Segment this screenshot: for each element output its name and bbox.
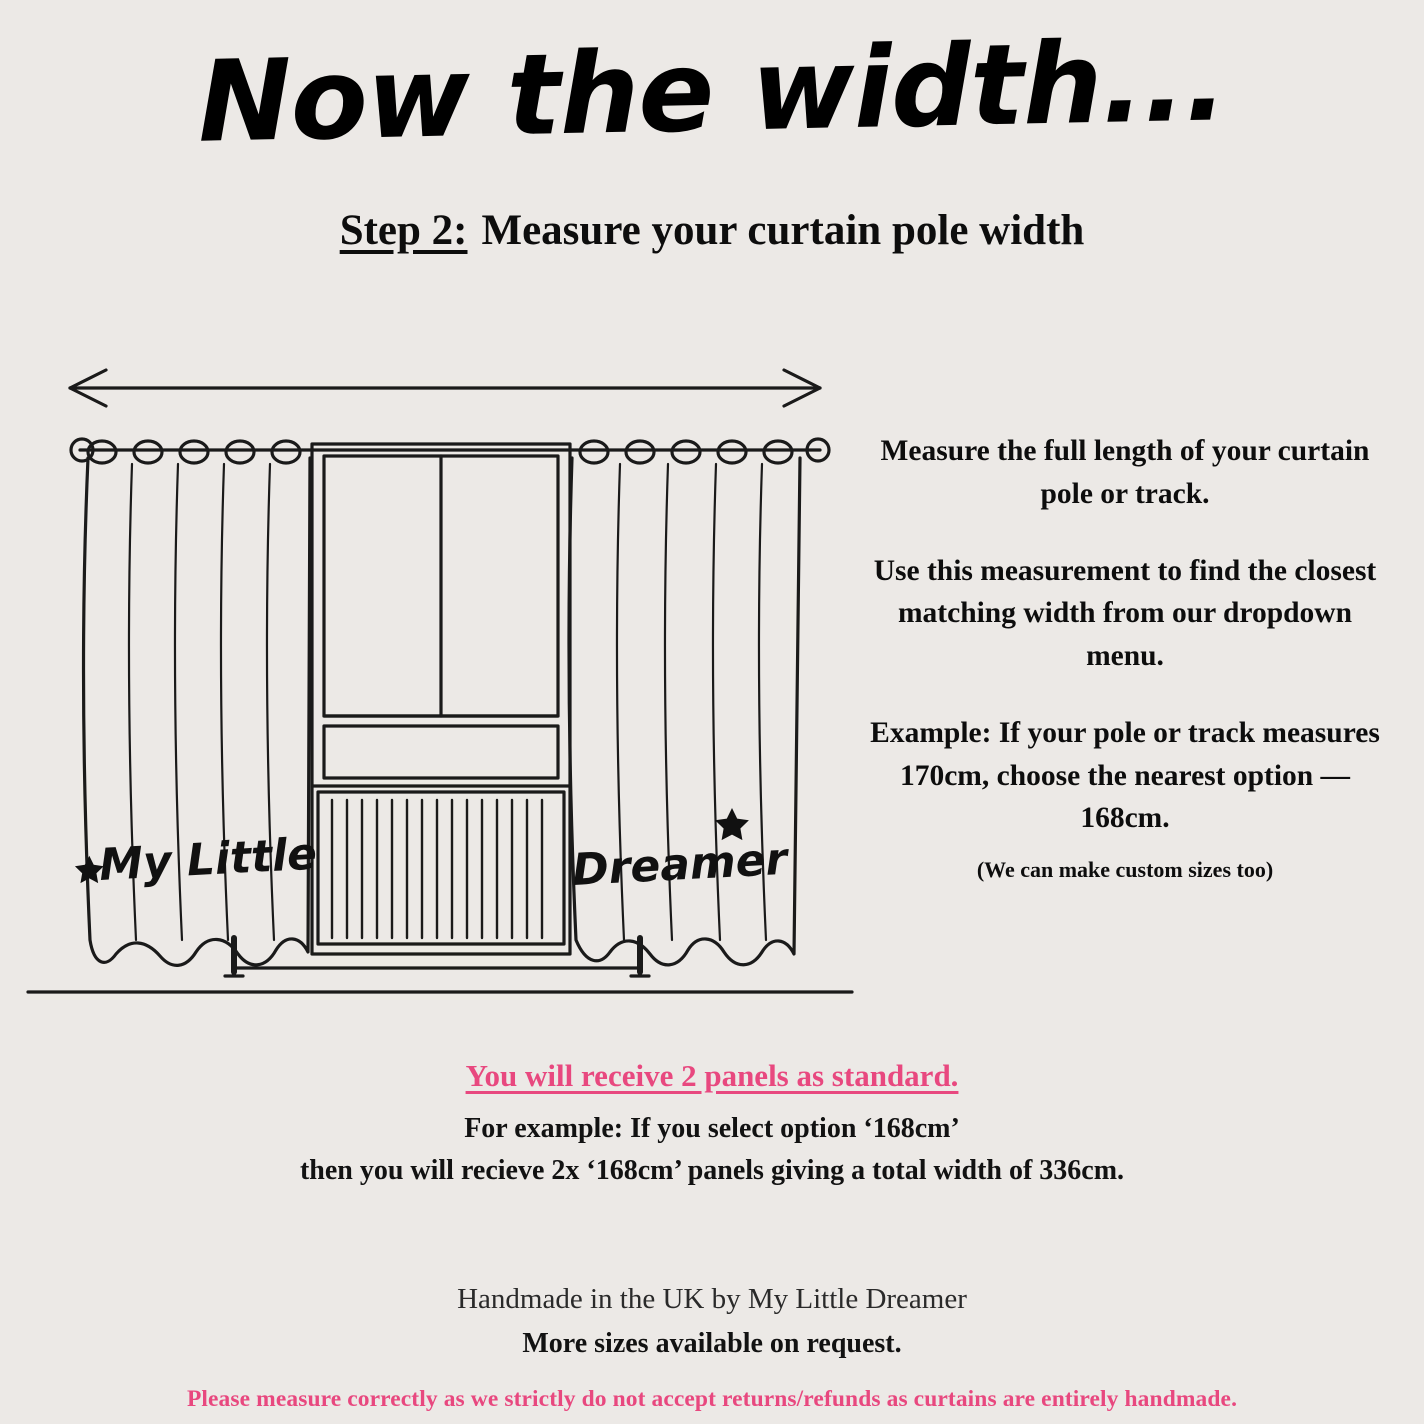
footer — [0, 1278, 1424, 1366]
instruction-measure: Measure the full length of your curtain pole or track. — [880, 435, 1370, 510]
step-label: Step 2: — [339, 207, 468, 254]
curtain-left-script: My Little — [97, 828, 319, 891]
panels-note-line1: For example: If you select option ‘168cm’ — [464, 1113, 960, 1144]
page-title: Now the width... — [196, 16, 1228, 168]
panels-note-title: You will receive 2 panels as standard. — [465, 1058, 959, 1093]
instruction-dropdown: Use this measurement to find the closest matching width from our dropdown menu. — [873, 554, 1377, 673]
step-text: Measure your curtain pole width — [481, 207, 1085, 254]
instruction-custom-note: (We can make custom sizes too) — [976, 857, 1274, 883]
instructions-copy — [860, 430, 1390, 886]
width-arrow-icon — [70, 370, 820, 406]
curtain-measurement-illustration — [20, 340, 860, 1020]
panels-note-line2: then you will recieve 2x ‘168cm’ panels giving a total width of 336cm. — [299, 1155, 1125, 1186]
footer-more-sizes: More sizes available on request. — [522, 1327, 902, 1359]
footer-disclaimer: Please measure correctly as we strictly do not accept returns/refunds as curtains are entirely handmade. — [186, 1386, 1238, 1412]
step-heading — [0, 206, 1424, 255]
footer-handmade: Handmade in the UK by My Little Dreamer — [457, 1283, 967, 1315]
curtain-right-script: Dreamer — [570, 833, 789, 896]
panels-note — [0, 1058, 1424, 1192]
instruction-example: Example: If your pole or track measures 170cm, choose the nearest option — 168cm. — [870, 716, 1380, 835]
